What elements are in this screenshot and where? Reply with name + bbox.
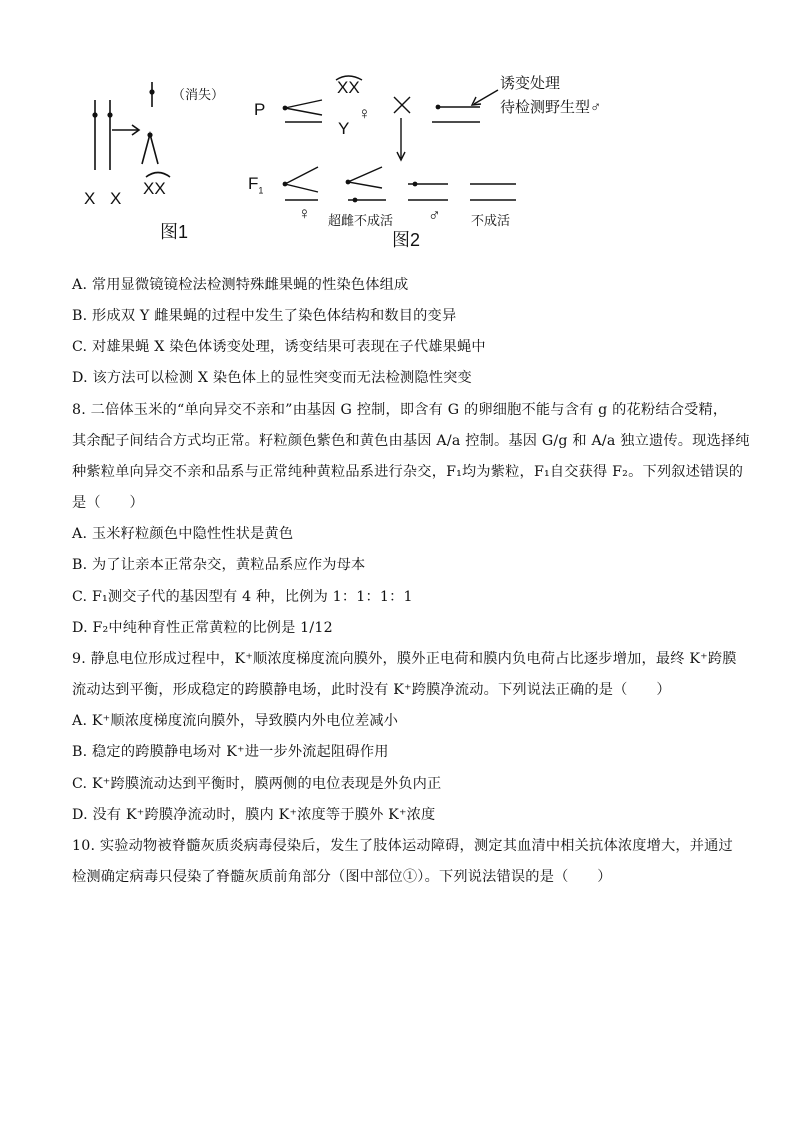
q7-option-c: C. 对雄果蝇 X 染色体诱变处理，诱变结果可表现在子代雄果蝇中 — [72, 339, 486, 355]
q9-stem-line-2: 流动达到平衡，形成稳定的跨膜静电场，此时没有 K⁺跨膜净流动。下列说法正确的是（ ） — [72, 682, 671, 698]
fig1-attached-xx — [142, 134, 158, 164]
fig2-not-viable-label: 不成活 — [471, 213, 511, 228]
p-attached-xx-chromosome — [285, 100, 322, 115]
fig1-disappear-label: （消失） — [172, 87, 225, 102]
q8-stem-line-3: 种紫粒单向异交不亲和品系与正常纯种黄粒品系进行杂交，F₁均为紫粒，F₁自交获得 F₂。下列叙述错误的 — [72, 464, 744, 480]
q8-option-d: D. F₂中纯种育性正常黄粒的比例是 1/12 — [72, 620, 333, 636]
mutagen-arrow — [474, 90, 498, 104]
q9-option-b: B. 稳定的跨膜静电场对 K⁺进一步外流起阻碍作用 — [72, 744, 389, 760]
q8-option-a: A. 玉米籽粒颜色中隐性性状是黄色 — [72, 526, 294, 542]
fig1-x-label-2: X — [110, 189, 122, 208]
fig1-xx-arc — [146, 173, 170, 178]
q9-stem-line-1: 9. 静息电位形成过程中，K⁺顺浓度梯度流向膜外，膜外正电荷和膜内负电荷占比逐步增加，最终 K⁺跨膜 — [72, 651, 737, 667]
q8-stem-line-4: 是（ ） — [72, 495, 144, 511]
fig2-mutagen-label: 诱变处理 — [500, 75, 561, 92]
q10-stem-line-1: 10. 实验动物被脊髓灰质炎病毒侵染后，发生了肢体运动障碍，测定其血清中相关抗体浓度增大，并通过 — [72, 838, 733, 854]
fig2-f1-letter: F — [248, 174, 259, 193]
q8-stem-line-1: 8. 二倍体玉米的“单向异交不亲和”由基因 G 控制，即含有 G 的卵细胞不能与含有 g 的花粉结合受精， — [72, 402, 728, 418]
fig1-xx-label: XX — [143, 179, 166, 198]
q8-stem-line-2: 其余配子间结合方式均正常。籽粒颜色紫色和黄色由基因 A/a 控制。基因 G/g 和 A/a 独立遗传。现选择纯 — [72, 433, 750, 449]
q9-option-a: A. K⁺顺浓度梯度流向膜外，导致膜内外电位差减小 — [72, 713, 399, 729]
fig2-f1-label — [248, 174, 263, 195]
fig1-x-label-1: X — [84, 189, 96, 208]
fig1-caption: 图1 — [160, 222, 189, 242]
q9-option-c: C. K⁺跨膜流动达到平衡时，膜两侧的电位表现是外负内正 — [72, 776, 442, 792]
fig2-superfemale-label: 超雌不成活 — [328, 213, 394, 228]
q7-option-a: A. 常用显微镜镜检法检测特殊雌果蝇的性染色体组成 — [72, 277, 409, 293]
fig2-f1-male-symbol: ♂ — [428, 206, 441, 225]
q9-option-d: D. 没有 K⁺跨膜净流动时，膜内 K⁺浓度等于膜外 K⁺浓度 — [72, 807, 436, 823]
fig2-f1-subscript: 1 — [258, 185, 264, 196]
q8-option-b: B. 为了让亲本正常杂交，黄粒品系应作为母本 — [72, 557, 366, 573]
fig2-wild-type-label: 待检测野生型♂ — [500, 99, 602, 116]
q7-option-d: D. 该方法可以检测 X 染色体上的显性突变而无法检测隐性突变 — [72, 370, 472, 386]
fig2-xx-label: XX — [337, 78, 360, 97]
fig2-y-label: Y — [338, 119, 350, 138]
fig2-parent-label: P — [254, 100, 266, 119]
q7-option-b: B. 形成双 Y 雌果蝇的过程中发生了染色体结构和数目的变异 — [72, 308, 457, 324]
fig2-caption: 图2 — [392, 230, 421, 250]
fig2-female-symbol: ♀ — [358, 104, 371, 123]
q8-option-c: C. F₁测交子代的基因型有 4 种，比例为 1：1：1：1 — [72, 589, 413, 605]
fig2-f1-female-symbol: ♀ — [298, 204, 311, 223]
q10-stem-line-2: 检测确定病毒只侵染了脊髓灰质前角部分（图中部位①）。下列说法错误的是（ ） — [72, 869, 612, 885]
genetics-figure — [70, 62, 630, 262]
